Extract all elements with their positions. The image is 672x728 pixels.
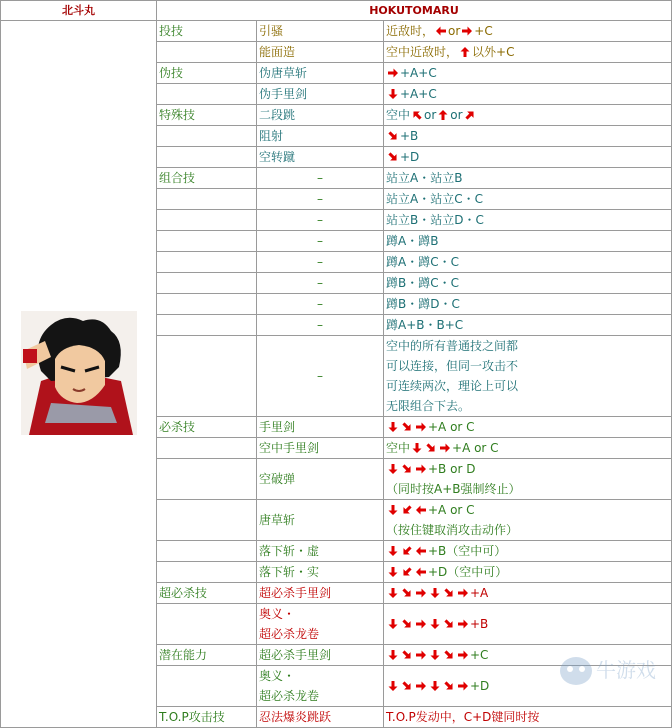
arrow-downright-icon xyxy=(401,618,413,630)
move-category xyxy=(157,252,257,273)
arrow-right-icon xyxy=(415,618,427,630)
move-category xyxy=(157,438,257,459)
command-text: +A or C xyxy=(428,420,475,434)
command-text: +A+C xyxy=(400,66,437,80)
move-command xyxy=(384,273,672,294)
command-text: or xyxy=(448,24,461,38)
arrow-downright-icon xyxy=(387,151,399,163)
arrow-down-icon xyxy=(387,566,399,578)
table-row xyxy=(1,21,672,42)
move-name: 阻射 xyxy=(257,126,384,147)
command-text: +C xyxy=(474,24,493,38)
move-command xyxy=(384,84,672,105)
move-name: – xyxy=(257,231,384,252)
command-text: 蹲A・蹲C・C xyxy=(386,255,459,269)
move-command-line xyxy=(386,459,669,479)
arrow-right-icon xyxy=(387,67,399,79)
hokutomaru-portrait-icon xyxy=(21,311,137,435)
table-header-row xyxy=(1,1,672,21)
command-text: 蹲B・蹲D・C xyxy=(386,297,460,311)
move-command xyxy=(384,147,672,168)
command-text: +C xyxy=(470,648,489,662)
move-command-line xyxy=(386,441,669,455)
arrow-downright-icon xyxy=(401,463,413,475)
arrow-down-icon xyxy=(429,618,441,630)
move-name-line: 超必杀龙卷 xyxy=(259,627,320,641)
arrow-down-icon xyxy=(429,649,441,661)
move-name: 能面造 xyxy=(257,42,384,63)
move-category xyxy=(157,210,257,231)
arrow-downright-icon xyxy=(401,421,413,433)
arrow-right-icon xyxy=(461,25,473,37)
command-text: +B xyxy=(400,129,419,143)
move-name-line: 奥义・ xyxy=(259,669,296,683)
move-command xyxy=(384,63,672,84)
move-category xyxy=(157,294,257,315)
move-category: 特殊技 xyxy=(157,105,257,126)
move-command xyxy=(384,168,672,189)
arrow-left-icon xyxy=(415,545,427,557)
arrow-up-icon xyxy=(437,109,449,121)
move-name: 落下斩・实 xyxy=(257,562,384,583)
move-category xyxy=(157,336,257,417)
command-text: +D xyxy=(400,150,420,164)
command-text: 蹲A・蹲B xyxy=(386,234,439,248)
move-name xyxy=(257,604,384,645)
move-name: 引骚 xyxy=(257,21,384,42)
command-text: +A xyxy=(470,586,489,600)
command-text: T.O.P发动中，C+D键同时按 xyxy=(386,710,540,724)
arrow-downright-icon xyxy=(401,587,413,599)
move-name-line: 奥义・ xyxy=(259,607,296,621)
arrow-downleft-icon xyxy=(401,545,413,557)
move-command xyxy=(384,315,672,336)
move-category: 伪技 xyxy=(157,63,257,84)
move-name: 伪手里剑 xyxy=(257,84,384,105)
combo-note-line: 可以连接，但同一攻击不 xyxy=(386,359,519,373)
move-command xyxy=(384,252,672,273)
move-name: 唐草斩 xyxy=(257,500,384,541)
arrow-down-icon xyxy=(387,587,399,599)
arrow-right-icon xyxy=(415,421,427,433)
move-category xyxy=(157,666,257,707)
arrow-right-icon xyxy=(457,680,469,692)
arrow-upleft-icon xyxy=(411,109,423,121)
move-category xyxy=(157,500,257,541)
character-name-header: 北斗丸 xyxy=(1,1,157,21)
command-text: 近敌时， xyxy=(386,24,435,38)
command-text: （按住键取消攻击动作） xyxy=(386,523,519,537)
arrow-downright-icon xyxy=(443,649,455,661)
move-command xyxy=(384,500,672,541)
move-command xyxy=(384,459,672,500)
move-name: 二段跳 xyxy=(257,105,384,126)
arrow-right-icon xyxy=(415,680,427,692)
move-name xyxy=(257,666,384,707)
move-command-line xyxy=(386,500,669,520)
move-name: 忍法爆炎跳跃 xyxy=(257,707,384,728)
command-text: 站立A・站立C・C xyxy=(386,192,483,206)
arrow-right-icon xyxy=(415,463,427,475)
arrow-right-icon xyxy=(439,442,451,454)
arrow-downleft-icon xyxy=(401,566,413,578)
move-category: 潜在能力 xyxy=(157,645,257,666)
command-text: +B xyxy=(470,617,489,631)
move-command xyxy=(384,21,672,42)
combo-note-line: 无限组合下去。 xyxy=(386,399,471,413)
move-command xyxy=(384,294,672,315)
arrow-down-icon xyxy=(387,463,399,475)
move-command xyxy=(384,604,672,645)
move-name: 空破弹 xyxy=(257,459,384,500)
command-text: +D xyxy=(470,679,490,693)
move-command-line xyxy=(386,617,669,631)
move-command-line xyxy=(386,544,669,558)
combo-note-line: 空中的所有普通技之间都 xyxy=(386,339,519,353)
arrow-left-icon xyxy=(435,25,447,37)
move-command-line xyxy=(386,520,669,540)
arrow-downleft-icon xyxy=(401,504,413,516)
command-text: +B or D xyxy=(428,462,476,476)
move-category xyxy=(157,273,257,294)
command-text: or xyxy=(424,108,437,122)
move-command xyxy=(384,541,672,562)
arrow-up-icon xyxy=(459,46,471,58)
move-name: 超必杀手里剑 xyxy=(257,583,384,604)
move-name: 伪唐草斩 xyxy=(257,63,384,84)
arrow-down-icon xyxy=(387,88,399,100)
move-category xyxy=(157,147,257,168)
move-command xyxy=(384,231,672,252)
move-command xyxy=(384,438,672,459)
arrow-downright-icon xyxy=(401,649,413,661)
arrow-down-icon xyxy=(387,680,399,692)
move-category: 必杀技 xyxy=(157,417,257,438)
move-name: 空中手里剑 xyxy=(257,438,384,459)
move-category xyxy=(157,42,257,63)
arrow-left-icon xyxy=(415,504,427,516)
command-text: +A+C xyxy=(400,87,437,101)
move-category: T.O.P攻击技 xyxy=(157,707,257,728)
watermark-text: 牛游戏 xyxy=(596,658,656,682)
command-text: +A or C xyxy=(428,503,475,517)
move-command xyxy=(384,42,672,63)
arrow-down-icon xyxy=(387,649,399,661)
arrow-down-icon xyxy=(411,442,423,454)
command-text: （同时按A+B强制终止） xyxy=(386,482,521,496)
arrow-down-icon xyxy=(387,618,399,630)
command-text: 蹲A+B・B+C xyxy=(386,318,464,332)
arrow-downright-icon xyxy=(443,680,455,692)
combo-note-line: 可连续两次，理论上可以 xyxy=(386,379,519,393)
move-command xyxy=(384,210,672,231)
move-command-line xyxy=(386,565,669,579)
arrow-down-icon xyxy=(387,504,399,516)
command-text: +B（空中可） xyxy=(428,544,507,558)
command-text: 空中 xyxy=(386,441,411,455)
move-category xyxy=(157,189,257,210)
move-name: – xyxy=(257,336,384,417)
arrow-upright-icon xyxy=(464,109,476,121)
arrow-right-icon xyxy=(457,587,469,599)
move-name: – xyxy=(257,252,384,273)
command-text: 空中 xyxy=(386,108,411,122)
move-name: 空转蹴 xyxy=(257,147,384,168)
move-name: – xyxy=(257,168,384,189)
arrow-down-icon xyxy=(387,421,399,433)
arrow-down-icon xyxy=(429,587,441,599)
move-category: 超必杀技 xyxy=(157,583,257,604)
arrow-right-icon xyxy=(457,618,469,630)
command-text: 站立B・站立D・C xyxy=(386,213,484,227)
move-category: 投技 xyxy=(157,21,257,42)
move-command-line xyxy=(386,586,669,600)
move-category xyxy=(157,126,257,147)
arrow-right-icon xyxy=(415,587,427,599)
command-text: 站立A・站立B xyxy=(386,171,463,185)
move-name: – xyxy=(257,189,384,210)
arrow-right-icon xyxy=(415,649,427,661)
command-text: 蹲B・蹲C・C xyxy=(386,276,459,290)
move-category xyxy=(157,541,257,562)
arrow-downright-icon xyxy=(387,130,399,142)
move-name: – xyxy=(257,315,384,336)
arrow-left-icon xyxy=(415,566,427,578)
move-command xyxy=(384,105,672,126)
arrow-downright-icon xyxy=(425,442,437,454)
arrow-right-icon xyxy=(457,649,469,661)
arrow-downright-icon xyxy=(401,680,413,692)
move-category xyxy=(157,231,257,252)
character-portrait-cell xyxy=(1,21,157,728)
command-text: 空中近敌时， xyxy=(386,45,459,59)
command-text: 以外+C xyxy=(472,45,515,59)
move-command xyxy=(384,417,672,438)
move-name-line: 超必杀龙卷 xyxy=(259,689,320,703)
move-name: 手里剑 xyxy=(257,417,384,438)
move-category xyxy=(157,604,257,645)
move-name: – xyxy=(257,294,384,315)
command-text: or xyxy=(450,108,463,122)
move-command xyxy=(384,126,672,147)
move-command xyxy=(384,707,672,728)
move-category: 组合技 xyxy=(157,168,257,189)
move-name: – xyxy=(257,273,384,294)
combo-note xyxy=(384,336,672,417)
move-category xyxy=(157,562,257,583)
move-command xyxy=(384,562,672,583)
move-command-line xyxy=(386,710,669,724)
character-romaji-header: HOKUTOMARU xyxy=(157,1,672,21)
move-category xyxy=(157,315,257,336)
move-command xyxy=(384,583,672,604)
watermark-logo-icon xyxy=(556,643,666,693)
command-text: +D（空中可） xyxy=(428,565,508,579)
arrow-down-icon xyxy=(429,680,441,692)
command-text: +A or C xyxy=(452,441,499,455)
move-category xyxy=(157,459,257,500)
arrow-downright-icon xyxy=(443,587,455,599)
move-command-line xyxy=(386,479,669,499)
arrow-down-icon xyxy=(387,545,399,557)
move-command xyxy=(384,189,672,210)
move-category xyxy=(157,84,257,105)
arrow-downright-icon xyxy=(443,618,455,630)
move-command-line xyxy=(386,420,669,434)
move-name: 超必杀手里剑 xyxy=(257,645,384,666)
move-name: – xyxy=(257,210,384,231)
move-name: 落下斩・虚 xyxy=(257,541,384,562)
